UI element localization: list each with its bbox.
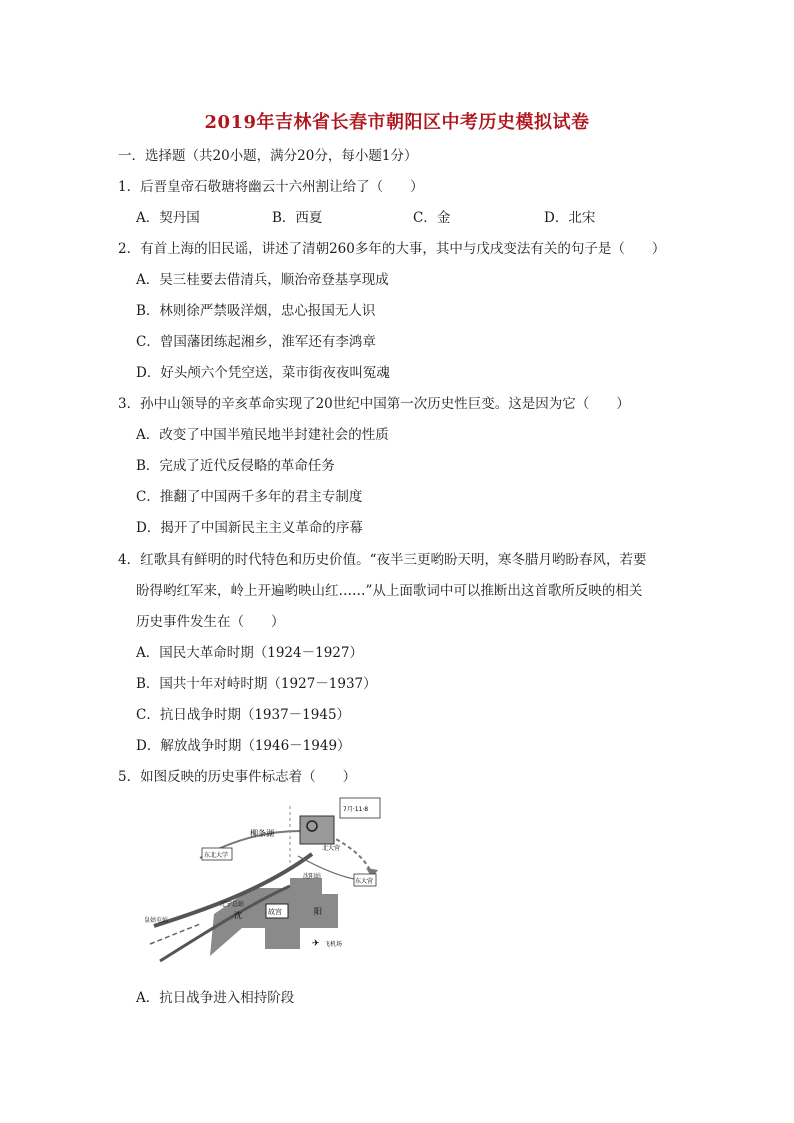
beidaying-block bbox=[300, 816, 334, 844]
label-shenyang-station: 沈阳站 bbox=[303, 873, 322, 880]
question-4-option-a: A．国民大革命时期（1924－1927） bbox=[136, 645, 363, 661]
question-1-options bbox=[136, 208, 656, 228]
question-1-option-b: B．西夏 bbox=[272, 210, 323, 226]
label-liaoning-station: 辽宁总站 bbox=[220, 901, 245, 908]
question-3-option-c: C．推翻了中国两千多年的君主专制度 bbox=[136, 489, 363, 505]
question-4-option-c: C．抗日战争时期（1937－1945） bbox=[136, 707, 351, 723]
question-3-option-d: D．揭开了中国新民主主义革命的序幕 bbox=[136, 520, 363, 536]
question-1-stem: 1．后晋皇帝石敬瑭将幽云十六州割让给了（ ） bbox=[118, 179, 424, 195]
question-4-stem-line-1: 4．红歌具有鲜明的时代特色和历史价值。“夜半三更哟盼天明，寒冬腊月哟盼春风，若要 bbox=[118, 552, 647, 568]
label-dongbei-univ: 东北大学 bbox=[204, 852, 229, 859]
label-huanggu: 皇姑屯站 bbox=[144, 917, 169, 924]
question-5-stem: 5．如图反映的历史事件标志着（ ） bbox=[118, 769, 357, 785]
question-1-option-c: C．金 bbox=[413, 210, 451, 226]
label-airport: 飞机场 bbox=[324, 941, 343, 948]
airplane-icon: ✈ bbox=[312, 939, 320, 949]
question-2-option-c: C．曾国藩团练起湘乡，淮军还有李鸿章 bbox=[136, 334, 376, 350]
question-1-option-d: D．北宋 bbox=[544, 210, 596, 226]
page-title: 2019年吉林省长春市朝阳区中考历史模拟试卷 bbox=[204, 112, 590, 133]
mukden-incident-map bbox=[140, 796, 385, 974]
question-4-stem-line-2: 盼得哟红军来，岭上开遍哟映山红……”从上面歌词中可以推断出这首歌所反映的相关 bbox=[136, 583, 643, 599]
question-2-stem: 2．有首上海的旧民谣，讲述了清朝260多年的大事，其中与戊戌变法有关的句子是（ ） bbox=[118, 241, 666, 257]
label-shen: 沈 bbox=[234, 911, 242, 920]
question-2-option-a: A．吴三桂要去借清兵，顺治帝登基享现成 bbox=[136, 272, 389, 288]
section-heading: 一．选择题（共20小题，满分20分，每小题1分） bbox=[118, 148, 418, 164]
question-4-stem-line-3: 历史事件发生在（ ） bbox=[136, 614, 285, 630]
question-2-option-b: B．林则徐严禁吸洋烟，忠心报国无人识 bbox=[136, 303, 376, 319]
label-liutiaohu: 柳条湖 bbox=[250, 829, 274, 838]
label-yang: 阳 bbox=[314, 907, 322, 916]
question-1-option-a: A．契丹国 bbox=[136, 210, 200, 226]
label-beidaying: 北大营 bbox=[322, 845, 341, 852]
legend-text: 7月·11·8 bbox=[343, 806, 369, 813]
question-3-option-a: A．改变了中国半殖民地半封建社会的性质 bbox=[136, 427, 389, 443]
question-2-option-d: D．好头颅六个凭空送，菜市街夜夜叫冤魂 bbox=[136, 365, 390, 381]
question-5-option-a: A．抗日战争进入相持阶段 bbox=[136, 990, 295, 1006]
label-dongdaying: 东大营 bbox=[355, 878, 374, 885]
label-gugong: 故宫 bbox=[268, 908, 282, 916]
question-4-option-b: B．国共十年对峙时期（1927－1937） bbox=[136, 676, 377, 692]
question-4-option-d: D．解放战争时期（1946－1949） bbox=[136, 738, 351, 754]
question-3-option-b: B．完成了近代反侵略的革命任务 bbox=[136, 458, 335, 474]
question-3-stem: 3．孙中山领导的辛亥革命实现了20世纪中国第一次历史性巨变。这是因为它（ ） bbox=[118, 396, 630, 412]
